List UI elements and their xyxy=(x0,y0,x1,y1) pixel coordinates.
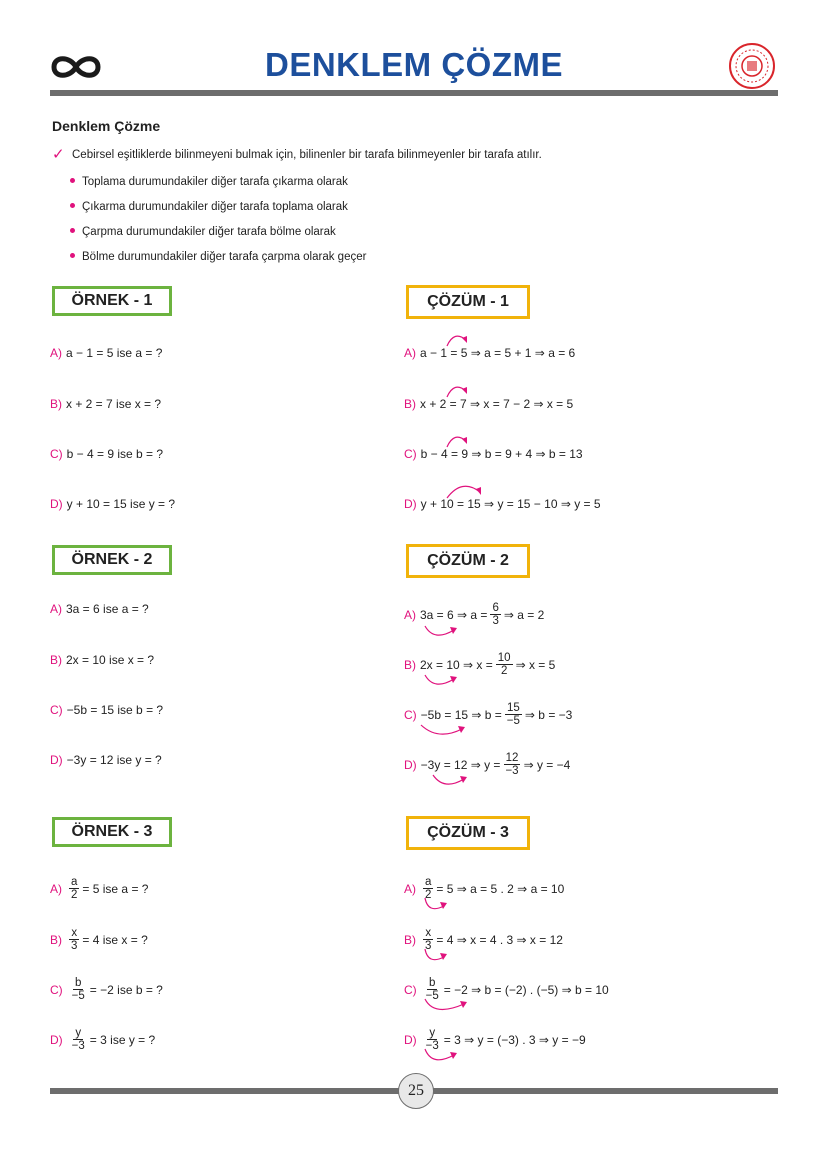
solution-1-title: ÇÖZÜM - 1 xyxy=(406,285,530,319)
transfer-arrow-icon xyxy=(444,330,474,348)
solution-text: 2x = 10 ⇒ x = xyxy=(420,657,493,672)
numerator: y xyxy=(75,1027,82,1039)
top-divider xyxy=(50,90,778,96)
bullet-dot-icon xyxy=(70,228,75,233)
numerator: 15 xyxy=(506,702,520,714)
item-label: A) xyxy=(50,346,62,360)
item-label: D) xyxy=(404,757,417,772)
question-text: b − 4 = 9 ise b = ? xyxy=(66,447,164,461)
bullet-dot-icon xyxy=(70,178,75,183)
denominator: −3 xyxy=(425,1040,439,1052)
denominator: 2 xyxy=(71,889,78,901)
fraction xyxy=(69,927,79,952)
question-text: = −2 ise b = ? xyxy=(89,982,163,997)
example-2b xyxy=(50,653,154,667)
numerator: x xyxy=(425,927,432,939)
solution-1b xyxy=(404,397,573,411)
denominator: −5 xyxy=(71,990,85,1002)
fraction xyxy=(505,702,522,727)
example-1d xyxy=(50,497,175,511)
bullet-text: Çarpma durumundakiler diğer tarafa bölme olarak xyxy=(82,226,336,238)
seal-icon xyxy=(728,42,776,95)
numerator: b xyxy=(75,977,82,989)
item-label: D) xyxy=(404,1032,417,1047)
numerator: y xyxy=(429,1027,436,1039)
item-label: B) xyxy=(404,657,416,672)
item-label: C) xyxy=(50,982,63,997)
transfer-arrow-icon xyxy=(430,773,470,791)
item-label: D) xyxy=(50,497,63,511)
question-text: = 5 ise a = ? xyxy=(82,881,149,896)
item-label: A) xyxy=(404,346,416,360)
fraction xyxy=(70,1027,87,1052)
transfer-arrow-icon xyxy=(420,1049,462,1067)
example-1-title: ÖRNEK - 1 xyxy=(52,286,172,316)
transfer-arrow-icon xyxy=(444,431,474,449)
solution-text: ⇒ x = 5 xyxy=(515,657,556,672)
transfer-arrow-icon xyxy=(422,673,462,691)
item-label: B) xyxy=(50,397,62,411)
section-heading: Denklem Çözme xyxy=(52,118,161,134)
item-label: B) xyxy=(404,397,416,411)
question-text: x + 2 = 7 ise x = ? xyxy=(66,397,162,411)
solution-text: = 3 ⇒ y = (−3) . 3 ⇒ y = −9 xyxy=(443,1032,586,1047)
bullet-item xyxy=(70,176,348,188)
intro-statement: Cebirsel eşitliklerde bilinmeyeni bulmak için, bilinenler bir tarafa bilinmeyenler bir tarafa atılır. xyxy=(72,149,542,161)
example-3-title: ÖRNEK - 3 xyxy=(52,817,172,847)
solution-1c xyxy=(404,447,583,461)
example-3a xyxy=(50,876,148,901)
question-text: 3a = 6 ise a = ? xyxy=(66,602,149,616)
item-label: D) xyxy=(404,497,417,511)
solution-text: ⇒ b = −3 xyxy=(524,707,573,722)
solution-text: ⇒ y = −4 xyxy=(523,757,571,772)
item-label: C) xyxy=(404,982,417,997)
question-text: −5b = 15 ise b = ? xyxy=(66,703,164,717)
example-1a xyxy=(50,346,162,360)
bullet-item xyxy=(70,201,348,213)
solution-text: = 5 ⇒ a = 5 . 2 ⇒ a = 10 xyxy=(436,881,565,896)
bullet-text: Çıkarma durumundakiler diğer tarafa toplama olarak xyxy=(82,201,348,213)
bullet-text: Bölme durumundakiler diğer tarafa çarpma olarak geçer xyxy=(82,251,367,263)
solution-1d xyxy=(404,497,601,511)
fraction xyxy=(503,752,520,777)
question-text: 2x = 10 ise x = ? xyxy=(66,653,155,667)
denominator: 2 xyxy=(500,665,508,677)
item-label: C) xyxy=(50,703,63,717)
bullet-text: Toplama durumundakiler diğer tarafa çıkarma olarak xyxy=(82,176,348,188)
numerator: b xyxy=(429,977,436,989)
fraction xyxy=(496,652,513,677)
numerator: 10 xyxy=(497,652,511,664)
page-number: 25 xyxy=(398,1073,434,1109)
transfer-arrow-icon xyxy=(420,949,452,967)
solution-text: y + 10 = 15 ⇒ y = 15 − 10 ⇒ y = 5 xyxy=(420,497,601,511)
solution-text: = −2 ⇒ b = (−2) . (−5) ⇒ b = 10 xyxy=(443,982,609,997)
solution-text: −5b = 15 ⇒ b = xyxy=(420,707,502,722)
denominator: −3 xyxy=(505,765,519,777)
example-2d xyxy=(50,753,162,767)
denominator: −3 xyxy=(71,1040,85,1052)
solution-2d xyxy=(404,752,570,777)
example-2a xyxy=(50,602,149,616)
numerator: x xyxy=(71,927,78,939)
solution-text: −3y = 12 ⇒ y = xyxy=(420,757,501,772)
item-label: B) xyxy=(50,932,62,947)
example-1b xyxy=(50,397,161,411)
numerator: a xyxy=(71,876,78,888)
bullet-dot-icon xyxy=(70,253,75,258)
solution-text: 3a = 6 ⇒ a = xyxy=(420,607,488,622)
numerator: a xyxy=(425,876,432,888)
transfer-arrow-icon xyxy=(418,723,468,741)
solution-text: a − 1 = 5 ⇒ a = 5 + 1 ⇒ a = 6 xyxy=(420,346,576,360)
item-label: A) xyxy=(50,881,62,896)
fraction xyxy=(490,602,500,627)
denominator: 2 xyxy=(425,889,432,901)
item-label: D) xyxy=(50,753,63,767)
example-2c xyxy=(50,703,163,717)
numerator: 12 xyxy=(505,752,519,764)
transfer-arrow-icon xyxy=(420,898,452,916)
transfer-arrow-icon xyxy=(444,381,474,399)
bullet-item xyxy=(70,251,366,263)
solution-1a xyxy=(404,346,575,360)
item-label: B) xyxy=(404,932,416,947)
solution-text: x + 2 = 7 ⇒ x = 7 − 2 ⇒ x = 5 xyxy=(420,397,574,411)
numerator: 6 xyxy=(492,602,499,614)
fraction xyxy=(69,876,79,901)
checkmark-icon: ✓ xyxy=(52,146,65,163)
question-text: −3y = 12 ise y = ? xyxy=(66,753,162,767)
example-3d xyxy=(50,1027,155,1052)
transfer-arrow-icon xyxy=(422,624,462,642)
denominator: 3 xyxy=(425,940,432,952)
item-label: C) xyxy=(404,447,417,461)
denominator: −5 xyxy=(425,990,439,1002)
denominator: 3 xyxy=(492,615,499,627)
question-text: y + 10 = 15 ise y = ? xyxy=(66,497,176,511)
question-text: a − 1 = 5 ise a = ? xyxy=(66,346,163,360)
item-label: A) xyxy=(404,607,416,622)
solution-3-title: ÇÖZÜM - 3 xyxy=(406,816,530,850)
bullet-dot-icon xyxy=(70,203,75,208)
item-label: C) xyxy=(404,707,417,722)
fraction xyxy=(70,977,87,1002)
item-label: D) xyxy=(50,1032,63,1047)
item-label: A) xyxy=(404,881,416,896)
solution-text: = 4 ⇒ x = 4 . 3 ⇒ x = 12 xyxy=(436,932,563,947)
transfer-arrow-icon xyxy=(444,480,486,500)
solution-text: b − 4 = 9 ⇒ b = 9 + 4 ⇒ b = 13 xyxy=(420,447,583,461)
denominator: −5 xyxy=(506,715,520,727)
example-2-title: ÖRNEK - 2 xyxy=(52,545,172,575)
solution-2-title: ÇÖZÜM - 2 xyxy=(406,544,530,578)
example-1c xyxy=(50,447,163,461)
item-label: C) xyxy=(50,447,63,461)
question-text: = 4 ise x = ? xyxy=(82,932,148,947)
page-title: DENKLEM ÇÖZME xyxy=(265,46,563,83)
denominator: 3 xyxy=(71,940,78,952)
solution-text: ⇒ a = 2 xyxy=(503,607,545,622)
item-label: B) xyxy=(50,653,62,667)
transfer-arrow-icon xyxy=(420,999,472,1017)
bullet-item xyxy=(70,226,336,238)
example-3b xyxy=(50,927,148,952)
example-3c xyxy=(50,977,163,1002)
question-text: = 3 ise y = ? xyxy=(89,1032,156,1047)
item-label: A) xyxy=(50,602,62,616)
